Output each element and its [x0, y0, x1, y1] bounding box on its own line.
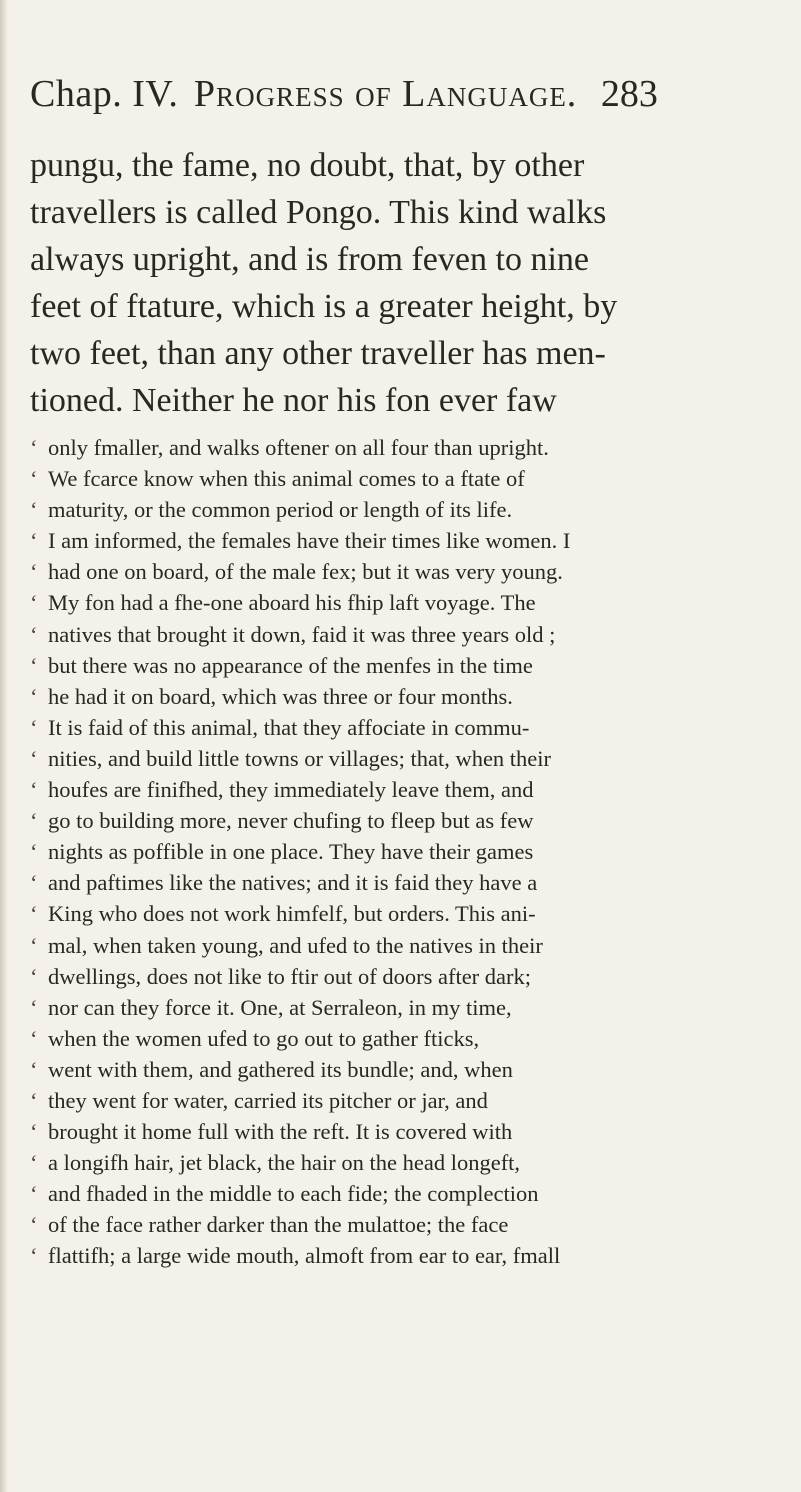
quote-line: [30, 930, 780, 961]
body-line: tioned. Neither he nor his fon ever faw: [30, 382, 557, 419]
quote-line: [30, 1209, 780, 1240]
quote-line-text: only fmaller, and walks oftener on all four than upright.: [48, 435, 549, 460]
quote-line-text: nor can they force it. One, at Serraleon, in my time,: [48, 994, 512, 1020]
quote-mark: ‘: [30, 652, 38, 678]
quote-line-text: but there was no appearance of the menfes in the time: [48, 652, 533, 678]
body-line: two feet, than any other traveller has men-: [30, 335, 606, 372]
quote-line-text: when the women ufed to go out to gather fticks,: [48, 1025, 480, 1051]
quote-line-text: he had it on board, which was three or four months.: [48, 683, 513, 709]
quote-mark: ‘: [30, 839, 38, 865]
quoted-passage: [30, 432, 780, 1272]
quote-line-text: mal, when taken young, and ufed to the natives in their: [48, 932, 543, 958]
quote-line: [30, 1147, 780, 1178]
quote-mark: ‘: [30, 1056, 38, 1082]
quote-mark: ‘: [30, 963, 38, 989]
running-header: [30, 70, 771, 118]
quote-mark: ‘: [30, 1212, 38, 1238]
quote-line-text: King who does not work himfelf, but orders. This ani-: [48, 901, 536, 927]
body-line: travellers is called Pongo. This kind walks: [30, 194, 607, 231]
quote-mark: ‘: [30, 1119, 38, 1145]
chapter-label: Chap. IV.: [30, 73, 179, 115]
quote-line-text: maturity, or the common period or length of its life.: [48, 497, 513, 523]
quote-line-text: had one on board, of the male fex; but it was very young.: [48, 559, 563, 585]
quote-mark: ‘: [30, 1150, 38, 1176]
quote-line-text: brought it home full with the reft. It is covered with: [48, 1119, 513, 1145]
quote-mark: ‘: [30, 994, 38, 1020]
chapter-title: Progress of Language.: [193, 73, 578, 115]
quote-mark: ‘: [30, 621, 38, 647]
quote-line-text: I am informed, the females have their times like women. I: [48, 528, 571, 554]
quote-mark: ‘: [30, 466, 38, 492]
quote-mark: ‘: [30, 901, 38, 927]
quote-line-text: We fcarce know when this animal comes to a ftate of: [48, 466, 525, 492]
quote-line: [30, 681, 780, 712]
quote-line-text: nities, and build little towns or villages; that, when their: [48, 745, 552, 771]
quote-line: [30, 1240, 780, 1271]
quote-line: [30, 432, 780, 463]
quote-line: [30, 587, 780, 618]
quote-line: [30, 992, 780, 1023]
quote-line: [30, 712, 780, 743]
quote-line-text: go to building more, never chufing to fleep but as few: [48, 808, 534, 834]
quote-mark: ‘: [30, 745, 38, 771]
quote-line-text: My fon had a fhe-one aboard his fhip laft voyage. The: [48, 590, 536, 616]
quote-line-text: natives that brought it down, faid it was three years old ;: [48, 621, 556, 647]
quote-mark: ‘: [30, 559, 38, 585]
quote-line: [30, 774, 780, 805]
quote-mark: ‘: [30, 1243, 38, 1269]
quote-mark: ‘: [30, 1181, 38, 1207]
quote-mark: ‘: [30, 590, 38, 616]
quote-line: [30, 494, 780, 525]
body-paragraph: [30, 142, 778, 424]
quote-mark: ‘: [30, 435, 38, 460]
quote-line-text: flattifh; a large wide mouth, almoft from ear to ear, fmall: [48, 1243, 561, 1269]
quote-line: [30, 1054, 780, 1085]
body-line: always upright, and is from feven to nine: [30, 241, 589, 278]
quote-line: [30, 556, 780, 587]
quote-line-text: and fhaded in the middle to each fide; the complection: [48, 1181, 539, 1207]
quote-mark: ‘: [30, 1025, 38, 1051]
quote-mark: ‘: [30, 714, 38, 740]
quote-mark: ‘: [30, 870, 38, 896]
quote-line: [30, 463, 780, 494]
quote-line: [30, 743, 780, 774]
quote-line: [30, 1178, 780, 1209]
quote-line-text: went with them, and gathered its bundle; and, when: [48, 1056, 513, 1082]
quote-mark: ‘: [30, 497, 38, 523]
quote-line: [30, 836, 780, 867]
quote-line: [30, 650, 780, 681]
quote-line-text: a longifh hair, jet black, the hair on the head longeft,: [48, 1150, 521, 1176]
page-edge: [0, 0, 8, 1492]
quote-line: [30, 898, 780, 929]
quote-line-text: and paftimes like the natives; and it is faid they have a: [48, 870, 538, 896]
quote-line: [30, 525, 780, 556]
quote-mark: ‘: [30, 683, 38, 709]
quote-line-text: of the face rather darker than the mulattoe; the face: [48, 1212, 509, 1238]
quote-line: [30, 1085, 780, 1116]
quote-line-text: dwellings, does not like to ftir out of doors after dark;: [48, 963, 532, 989]
quote-line-text: nights as poffible in one place. They have their games: [48, 839, 534, 865]
quote-mark: ‘: [30, 1087, 38, 1113]
body-line: feet of ftature, which is a greater height, by: [30, 288, 618, 325]
quote-line: [30, 1116, 780, 1147]
quote-line: [30, 805, 780, 836]
quote-mark: ‘: [30, 808, 38, 834]
quote-line-text: they went for water, carried its pitcher or jar, and: [48, 1087, 488, 1113]
quote-mark: ‘: [30, 777, 38, 803]
quote-line: [30, 1023, 780, 1054]
quote-line-text: houfes are finifhed, they immediately leave them, and: [48, 777, 534, 803]
body-line: pungu, the fame, no doubt, that, by other: [30, 147, 585, 184]
quote-line: [30, 619, 780, 650]
page-number: 283: [600, 73, 658, 115]
quote-mark: ‘: [30, 528, 38, 554]
quote-line-text: It is faid of this animal, that they affociate in commu-: [48, 714, 530, 740]
quote-line: [30, 867, 780, 898]
quote-mark: ‘: [30, 932, 38, 958]
quote-line: [30, 961, 780, 992]
